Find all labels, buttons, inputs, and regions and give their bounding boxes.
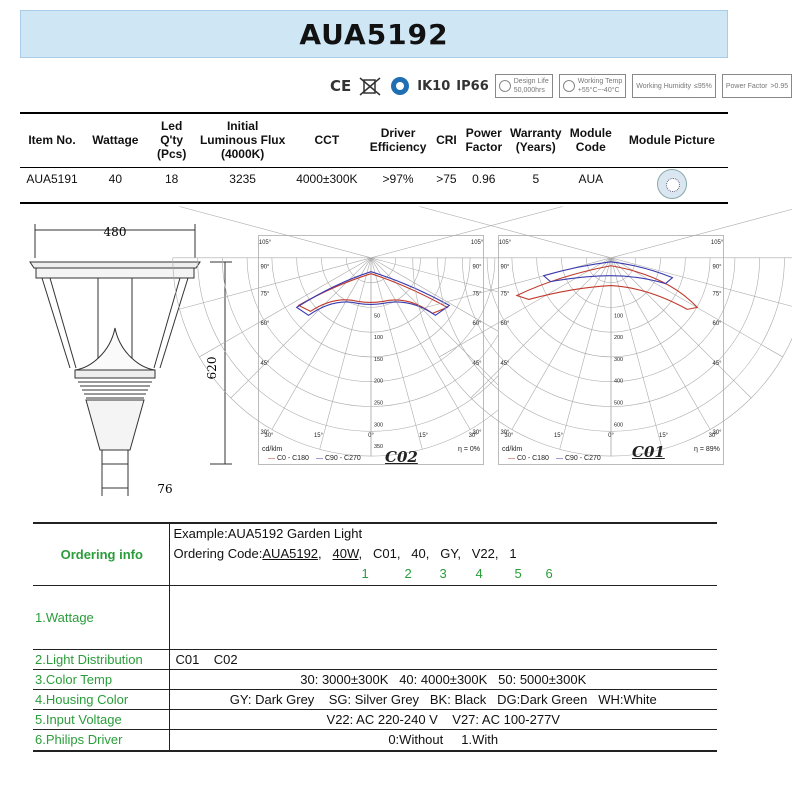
radial-label: 350 xyxy=(373,444,384,451)
polar-legend-c90-c02: — C90 - C270 xyxy=(316,455,361,462)
grid-radial xyxy=(371,258,470,430)
ordering-info-content xyxy=(169,523,717,585)
polar-legend-c0-c01: — C0 - C180 xyxy=(508,455,549,462)
header-cct: CCT xyxy=(289,113,365,167)
angle-label: 60° xyxy=(712,321,722,328)
cell-item-no: AUA5191 xyxy=(20,167,84,203)
grid-radial xyxy=(611,258,751,398)
polar-diagram-c01 xyxy=(498,235,724,465)
light-distribution-value: C01 C02 xyxy=(169,649,717,669)
angle-label: 75° xyxy=(472,291,482,298)
angle-label: 30° xyxy=(500,430,510,437)
angle-label: 30° xyxy=(504,433,514,440)
housing-color-label: 4.Housing Color xyxy=(33,689,169,709)
header-power-factor: Power Factor xyxy=(462,113,506,167)
angle-label: 30° xyxy=(468,433,478,440)
angle-label: 90° xyxy=(712,264,722,271)
polar-code-c02: C02 xyxy=(385,448,418,466)
header-item-no: Item No. xyxy=(20,113,84,167)
ordering-info-label: Ordering info xyxy=(33,523,169,585)
design-life-badge: Design Life 50,000hrs xyxy=(495,74,553,98)
header-warranty: Warranty (Years) xyxy=(506,113,566,167)
philips-driver-value: 0:Without 1.With xyxy=(169,729,717,751)
radial-label: 200 xyxy=(373,378,384,385)
radial-label: 500 xyxy=(613,400,624,407)
angle-label: 30° xyxy=(264,433,274,440)
angle-label: 45° xyxy=(472,360,482,367)
clock-icon xyxy=(499,80,511,92)
angle-label: 60° xyxy=(500,321,510,328)
color-temp-value: 30: 3000±300K 40: 4000±300K 50: 5000±300K xyxy=(169,669,717,689)
weee-bin-icon xyxy=(357,76,383,96)
certification-row xyxy=(330,72,792,100)
wattage-row xyxy=(33,585,717,649)
ik-rating: IK10 xyxy=(417,78,451,94)
header-led-qty: Led Q'ty (Pcs) xyxy=(147,113,197,167)
angle-label: 0° xyxy=(608,433,614,440)
page-title: AUA5192 xyxy=(299,17,449,51)
polar-eta-c02: η = 0% xyxy=(458,446,480,453)
polar-plot-c01 xyxy=(499,236,723,464)
spec-data-row xyxy=(20,167,728,203)
angle-label: 105° xyxy=(470,239,484,246)
angle-label: 15° xyxy=(313,433,323,440)
polar-diagram-c02 xyxy=(258,235,484,465)
light-distribution-row xyxy=(33,649,717,669)
polar-eta-c01: η = 89% xyxy=(694,446,720,453)
radial-label: 600 xyxy=(613,422,624,429)
dimension-width: 480 xyxy=(103,225,127,239)
ip-rating: IP66 xyxy=(456,78,489,94)
fixture-dimension-drawing xyxy=(20,218,240,508)
ordering-example: Example:AUA5192 Garden Light xyxy=(173,526,363,542)
angle-label: 30° xyxy=(712,430,722,437)
cell-module-code: AUA xyxy=(566,167,616,203)
radial-label: 50 xyxy=(373,313,381,320)
ordering-code-numbers: 1 2 3 4 5 6 xyxy=(361,566,553,582)
header-driver-efficiency: Driver Efficiency xyxy=(365,113,431,167)
input-voltage-row xyxy=(33,709,717,729)
wattage-label: 1.Wattage xyxy=(33,585,169,649)
philips-driver-label: 6.Philips Driver xyxy=(33,729,169,751)
header-luminous-flux: Initial Luminous Flux (4000K) xyxy=(197,113,289,167)
philips-driver-row xyxy=(33,729,717,751)
cell-cri: >75 xyxy=(431,167,462,203)
angle-label: 15° xyxy=(419,433,429,440)
ordering-code-line: Ordering Code:AUA5192, 40W, C01, 40, GY, V22, 1 xyxy=(173,546,517,562)
curve-c90-c270 xyxy=(544,262,673,284)
spec-header-row xyxy=(20,113,728,167)
ce-mark-icon: CE xyxy=(330,77,352,95)
grid-radial xyxy=(320,258,371,449)
angle-label: 60° xyxy=(260,321,270,328)
light-distribution-label: 2.Light Distribution xyxy=(33,649,169,669)
led-module-image xyxy=(657,169,687,199)
angle-label: 0° xyxy=(368,433,374,440)
radial-label: 200 xyxy=(613,335,624,342)
polar-legend-c0-c02: — C0 - C180 xyxy=(268,455,309,462)
cell-luminous-flux: 3235 xyxy=(197,167,289,203)
cell-warranty: 5 xyxy=(506,167,566,203)
angle-label: 90° xyxy=(500,264,510,271)
polar-unit-c01: cd/klm xyxy=(502,446,523,453)
angle-label: 90° xyxy=(472,264,482,271)
grid-radial xyxy=(272,258,371,430)
angle-label: 15° xyxy=(659,433,669,440)
housing-color-row xyxy=(33,689,717,709)
header-wattage: Wattage xyxy=(84,113,147,167)
working-humidity-badge: Working Humidity ≤95% xyxy=(632,74,716,98)
ordering-code-model: AUA5192 xyxy=(262,546,319,562)
cell-cct: 4000±300K xyxy=(289,167,365,203)
radial-label: 400 xyxy=(613,378,624,385)
grid-radial xyxy=(611,258,710,430)
angle-label: 105° xyxy=(258,239,272,246)
angle-label: 105° xyxy=(498,239,512,246)
grid-radial xyxy=(611,258,792,309)
color-temp-label: 3.Color Temp xyxy=(33,669,169,689)
color-temp-row xyxy=(33,669,717,689)
grid-radial xyxy=(611,207,792,258)
header-module-code: Module Code xyxy=(566,113,616,167)
angle-label: 45° xyxy=(712,360,722,367)
cell-power-factor: 0.96 xyxy=(462,167,506,203)
angle-label: 105° xyxy=(710,239,724,246)
radial-label: 100 xyxy=(373,335,384,342)
cell-driver-efficiency: >97% xyxy=(365,167,431,203)
cell-module-picture xyxy=(616,167,728,203)
radial-label: 250 xyxy=(373,400,384,407)
rohs-gear-icon xyxy=(389,75,411,97)
angle-label: 75° xyxy=(712,291,722,298)
radial-label: 100 xyxy=(613,313,624,320)
angle-label: 60° xyxy=(472,321,482,328)
polar-legend-c90-c01: — C90 - C270 xyxy=(556,455,601,462)
radial-label: 300 xyxy=(373,422,384,429)
polar-code-c01: C01 xyxy=(632,443,665,461)
cell-wattage: 40 xyxy=(84,167,147,203)
radial-label: 300 xyxy=(613,356,624,363)
angle-label: 30° xyxy=(260,430,270,437)
ordering-table xyxy=(33,522,717,752)
title-band xyxy=(20,10,728,58)
ordering-info-row xyxy=(33,523,717,585)
housing-color-value: GY: Dark Grey SG: Silver Grey BK: Black DG:Dark Green WH:White xyxy=(169,689,717,709)
thermometer-icon xyxy=(563,80,575,92)
angle-label: 30° xyxy=(708,433,718,440)
polar-plot-c02 xyxy=(259,236,483,464)
header-module-picture: Module Picture xyxy=(616,113,728,167)
grid-radial xyxy=(512,258,611,430)
polar-unit-c02: cd/klm xyxy=(262,446,283,453)
angle-label: 75° xyxy=(500,291,510,298)
angle-label: 45° xyxy=(500,360,510,367)
input-voltage-label: 5.Input Voltage xyxy=(33,709,169,729)
power-factor-badge: Power Factor >0.95 xyxy=(722,74,792,98)
header-cri: CRI xyxy=(431,113,462,167)
angle-label: 45° xyxy=(260,360,270,367)
angle-label: 90° xyxy=(260,264,270,271)
angle-label: 15° xyxy=(553,433,563,440)
dimension-height: 620 xyxy=(205,356,219,380)
angle-label: 30° xyxy=(472,430,482,437)
dimension-base: 76 xyxy=(157,482,173,496)
input-voltage-value: V22: AC 220-240 V V27: AC 100-277V xyxy=(169,709,717,729)
wattage-value xyxy=(169,585,717,649)
spec-table xyxy=(20,112,728,204)
cell-led-qty: 18 xyxy=(147,167,197,203)
angle-label: 75° xyxy=(260,291,270,298)
working-temp-badge: Working Temp +55°C~-40°C xyxy=(559,74,626,98)
grid-radial xyxy=(231,258,371,398)
radial-label: 150 xyxy=(373,356,384,363)
